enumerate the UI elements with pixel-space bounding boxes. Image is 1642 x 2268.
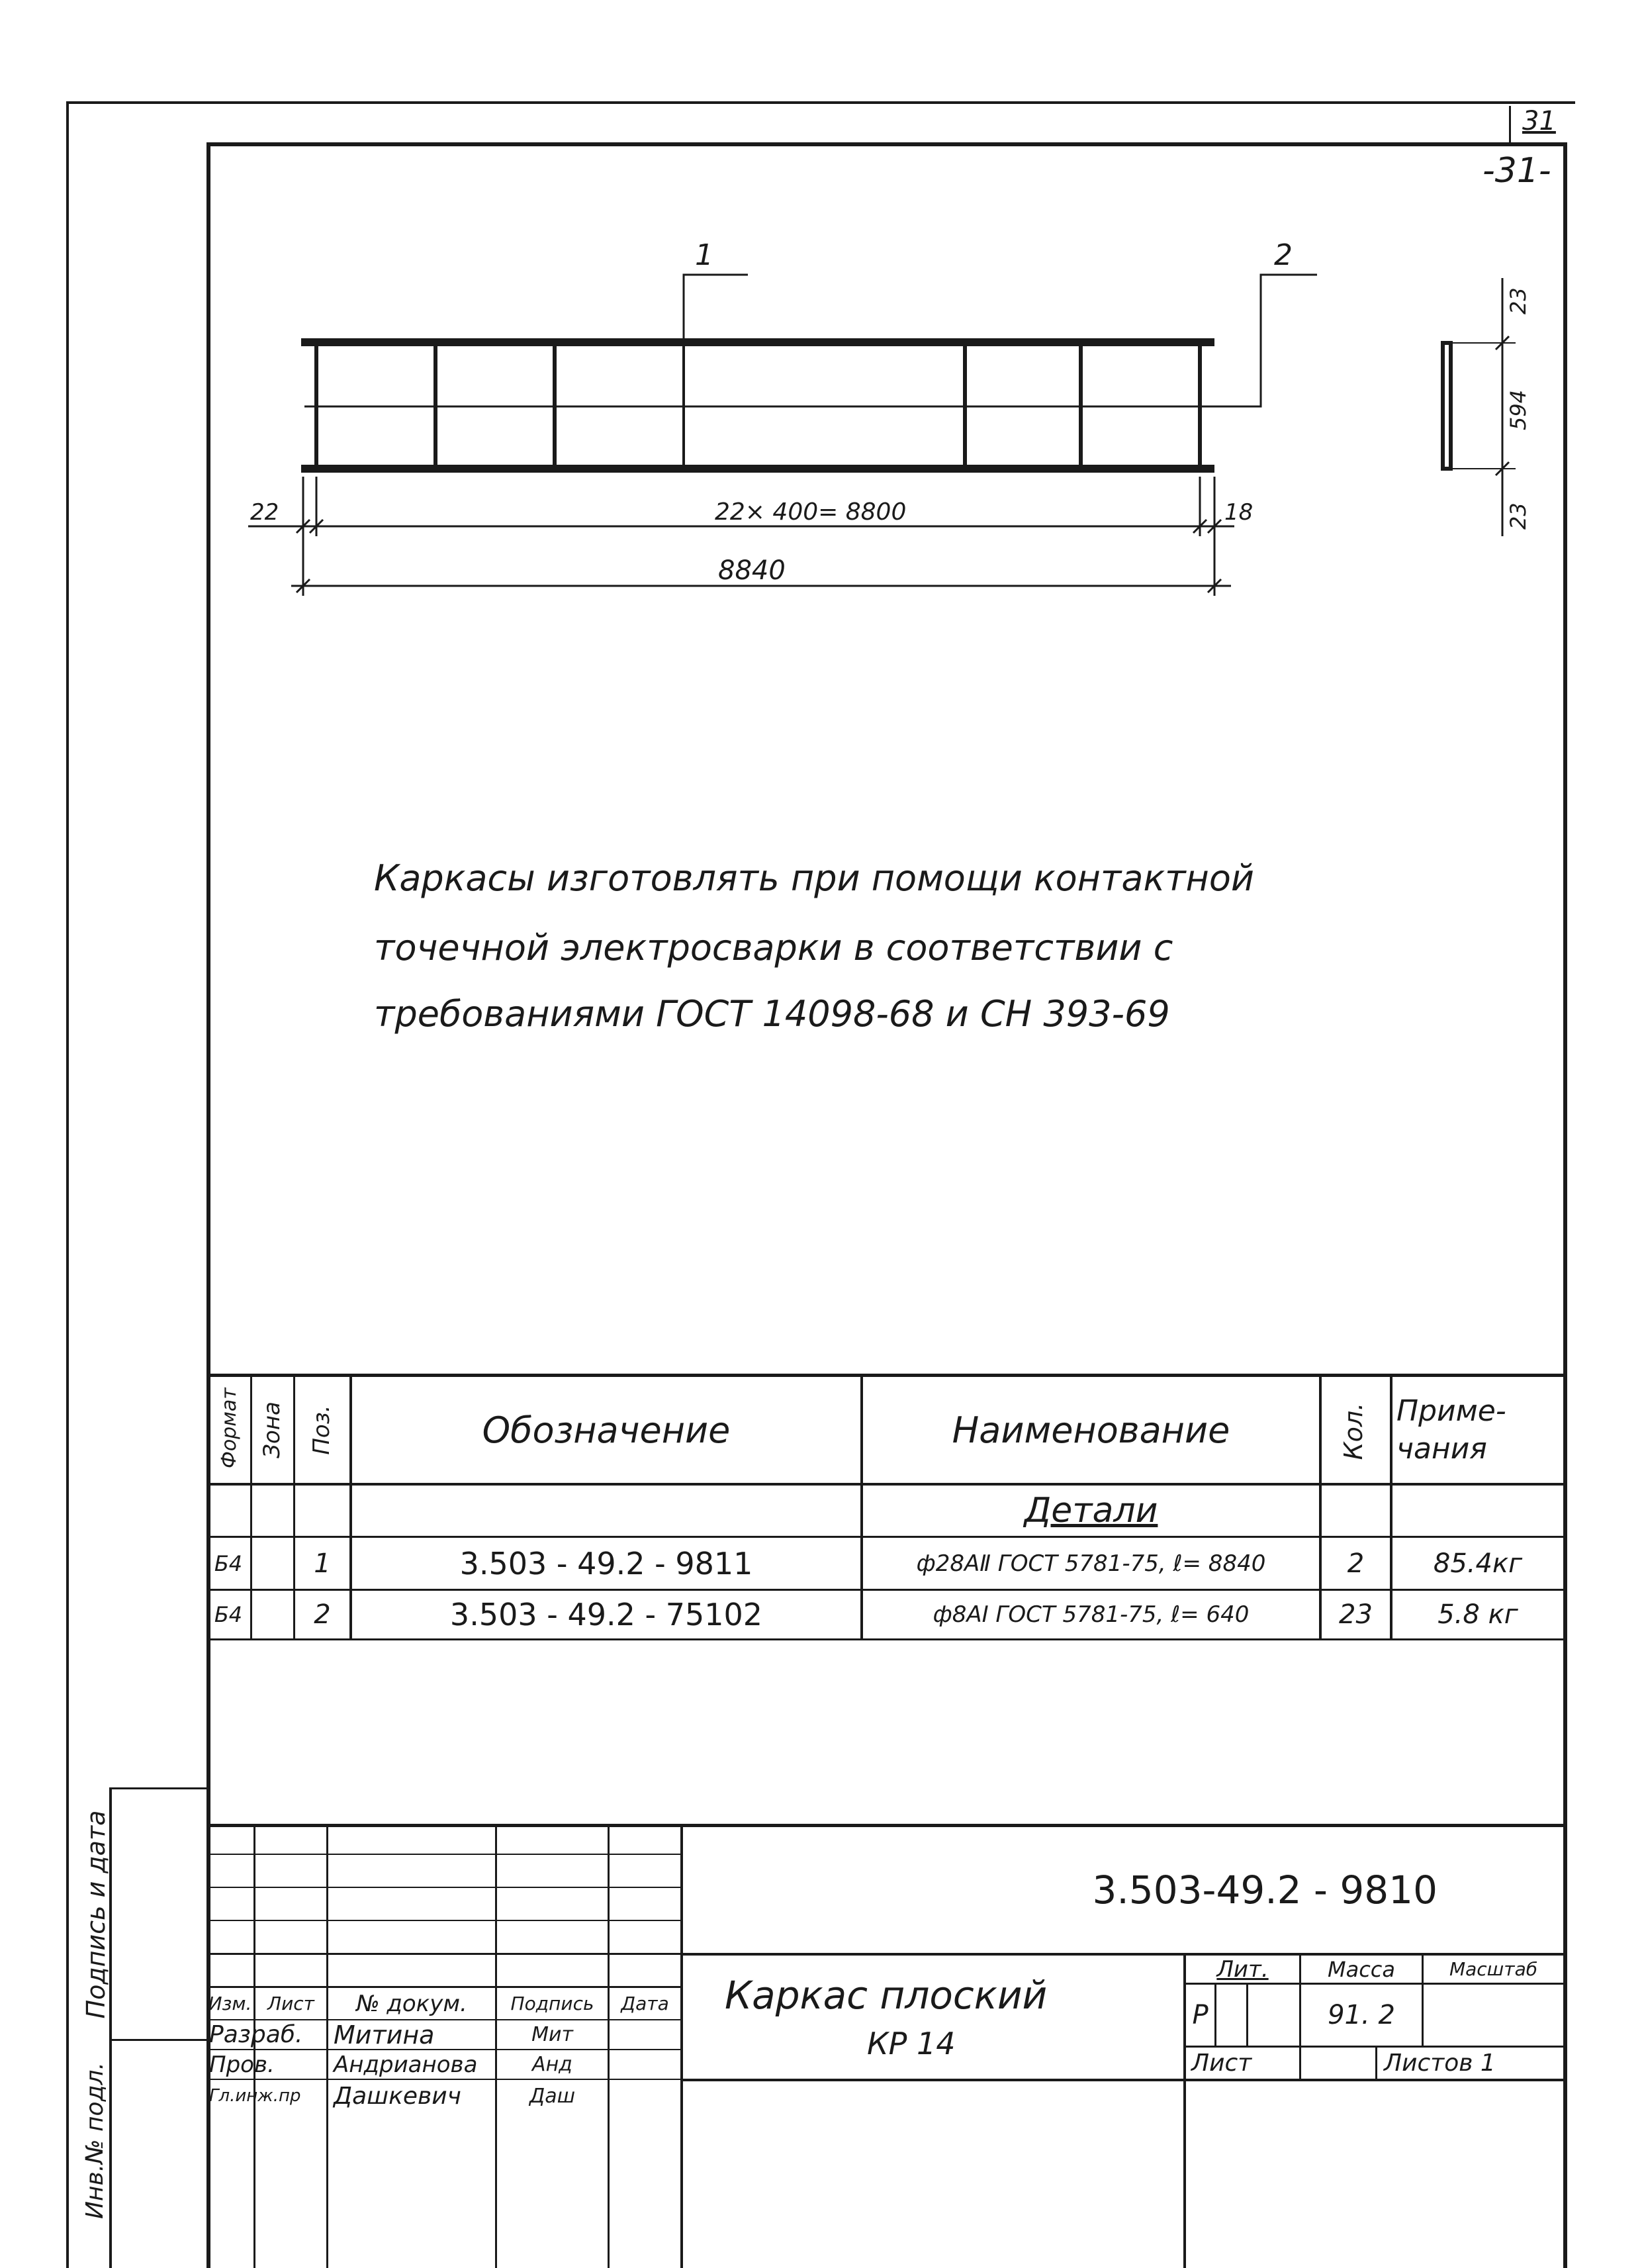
name-developer: Митина: [334, 2020, 435, 2050]
dim-total-label: 8840: [718, 555, 786, 586]
doc-code: 3.503-49.2 - 9810: [1092, 1867, 1437, 1913]
col-header-list: Лист: [267, 1993, 314, 2014]
header-zone: Зона: [259, 1401, 285, 1458]
frame-drawing: [0, 0, 1642, 662]
signature-chief-engineer: Даш: [529, 2084, 576, 2108]
sheets-total-label: Листов 1: [1384, 2050, 1496, 2077]
col-header-signature: Подпись: [510, 1993, 594, 2014]
dim-middle-label: 22× 400= 8800: [715, 498, 907, 526]
section-title-details: Детали: [1024, 1491, 1158, 1531]
side-stamp-inv-no: Инв.№ подл.: [81, 2062, 109, 2219]
table-row-2-format: Б4: [214, 1602, 243, 1627]
col-header-doc-no: № докум.: [356, 1990, 467, 2017]
header-name: Наименование: [952, 1409, 1230, 1451]
table-row-2-name: ф8АⅠ ГОСТ 5781-75, ℓ= 640: [933, 1601, 1250, 1628]
mass-label: Масса: [1327, 1956, 1395, 1982]
signature-developer: Mит: [531, 2023, 573, 2046]
section-dim-top: 23: [1506, 287, 1531, 314]
section-dim-mid: 594: [1506, 389, 1531, 430]
header-pos: Поз.: [308, 1405, 335, 1455]
name-chief-engineer: Дашкевич: [334, 2082, 461, 2110]
note-line-1: Каркасы изготовлять при помощи контактной: [374, 857, 1254, 899]
scale-label: Масштаб: [1449, 1958, 1538, 1980]
side-stamp-sign-date: Подпись и дата: [81, 1810, 111, 2019]
role-checker: Пров.: [209, 2051, 275, 2078]
section-view: [1443, 343, 1451, 469]
lit-label: Лит.: [1216, 1956, 1269, 1983]
leader-1-label: 1: [695, 238, 713, 272]
mass-value: 91. 2: [1328, 2000, 1395, 2030]
section-dim-bottom: 23: [1506, 502, 1531, 530]
table-row-1-designation: 3.503 - 49.2 - 9811: [459, 1545, 753, 1582]
dim-right-label: 18: [1224, 499, 1254, 526]
table-row-1-format: Б4: [214, 1550, 243, 1576]
col-header-izm: Изм.: [208, 1993, 252, 2014]
table-row-2-pos: 2: [314, 1599, 331, 1630]
role-chief-engineer: Гл.инж.пр: [209, 2086, 301, 2106]
header-notes: Приме-чания: [1396, 1394, 1506, 1466]
table-row-1-name: ф28АⅡ ГОСТ 5781-75, ℓ= 8840: [916, 1550, 1266, 1577]
table-row-1-note: 85.4кг: [1433, 1548, 1523, 1579]
title-line-1: Каркас плоский: [725, 1973, 1048, 2018]
leader-2-label: 2: [1274, 238, 1293, 272]
note-line-3: требованиями ГОСТ 14098-68 и СН 393-69: [374, 993, 1170, 1035]
title-line-2: КР 14: [867, 2026, 956, 2061]
role-developer: Разраб.: [209, 2021, 303, 2048]
page-number: -31-: [1482, 151, 1551, 191]
table-row-2-note: 5.8 кг: [1437, 1599, 1518, 1630]
leader-1-line: [684, 275, 748, 344]
header-designation: Обозначение: [482, 1409, 731, 1451]
table-row-1-qty: 2: [1347, 1548, 1365, 1579]
table-row-2-qty: 23: [1339, 1599, 1373, 1630]
lit-value: Р: [1192, 2000, 1209, 2030]
table-row-1-pos: 1: [314, 1548, 331, 1579]
note-line-2: точечной электросварки в соответствии с: [374, 927, 1173, 969]
signature-checker: Анд: [532, 2053, 572, 2076]
table-row-2-designation: 3.503 - 49.2 - 75102: [449, 1597, 763, 1632]
sheet-label: Лист: [1191, 2050, 1252, 2077]
name-checker: Андрианова: [334, 2051, 478, 2078]
header-format: Формат: [218, 1388, 241, 1468]
sheet-corner-number: 31: [1522, 106, 1556, 136]
col-header-date: Дата: [621, 1993, 669, 2014]
dim-left-label: 22: [250, 499, 279, 526]
header-qty: Кол.: [1339, 1402, 1368, 1460]
